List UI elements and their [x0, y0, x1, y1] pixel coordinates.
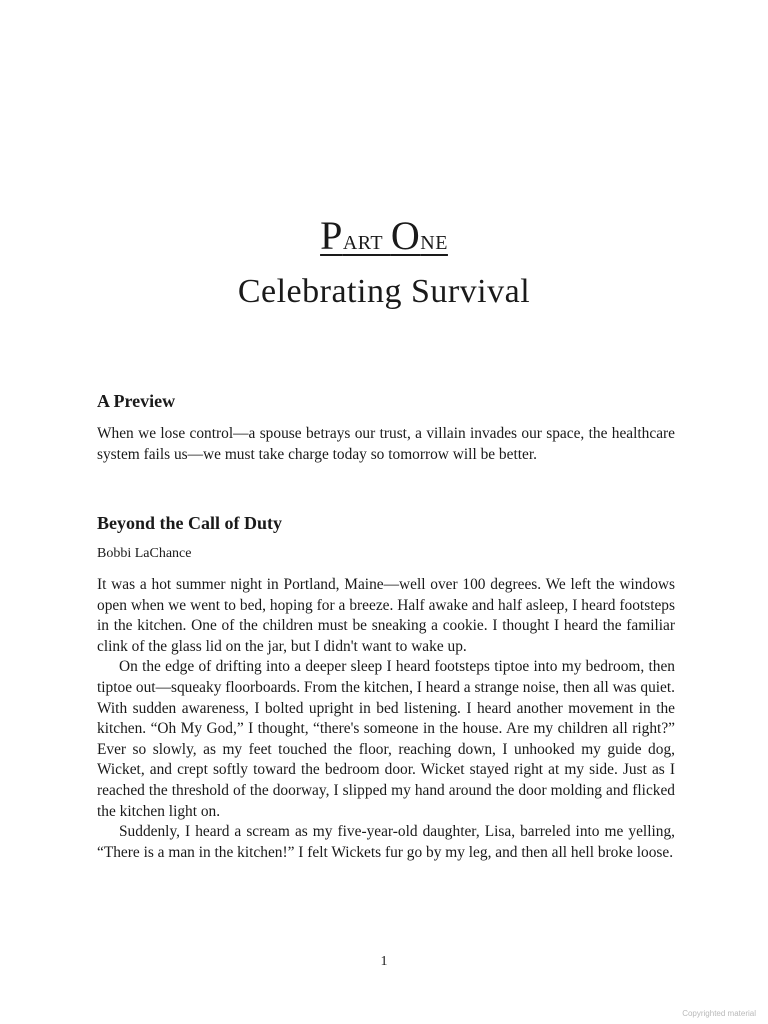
part-label-cap-1: P: [320, 213, 343, 258]
part-label-cap-2: O: [390, 213, 421, 258]
preview-heading: A Preview: [97, 391, 176, 411]
story-paragraph-2: On the edge of drifting into a deeper sleep I heard footsteps tiptoe into my bedroom, then tiptoe out—squeaky floorboards. From the kitchen, I heard a strange noise, then all was quiet. With sudden awareness, I bolted upright in bed listening. I heard another movement in the kitchen. “Oh My God,” I thought, “there's someone in the house. Are my children all right?” Ever so slowly, as my feet touched the floor, reaching down, I unhooked my guide dog, Wicket, and crept softly toward the bedroom door. Wicket stayed right at my side. Just as I reached the threshold of the doorway, I slipped my hand around the door molding and flicked the kitchen light on.: [97, 658, 675, 820]
story-heading: Beyond the Call of Duty: [97, 513, 283, 533]
preview-text-block: [97, 424, 675, 465]
story-text-block: [97, 575, 675, 863]
story-paragraph-1: It was a hot summer night in Portland, Maine—well over 100 degrees. We left the windows open when we went to bed, hoping for a breeze. Half awake and half asleep, I heard footsteps in the kitchen. One of the children must be sneaking a cookie. I thought I heard the familiar clink of the glass lid on the jar, but I didn't want to wake up.: [97, 576, 675, 655]
story-author: Bobbi LaChance: [97, 546, 192, 561]
preview-paragraph: When we lose control—a spouse betrays our trust, a villain invades our space, the healthcare system fails us—we must take charge today so tomorrow will be better.: [97, 425, 675, 463]
copyright-watermark: Copyrighted material: [682, 1009, 756, 1018]
part-label-rest-2: ne: [420, 224, 448, 256]
part-title: Celebrating Survival: [237, 273, 531, 310]
part-label-rest-1: art: [342, 224, 391, 256]
part-heading: [0, 215, 768, 261]
part-label: [320, 215, 448, 261]
story-paragraph-3: Suddenly, I heard a scream as my five-year-old daughter, Lisa, barreled into me yelling, “There is a man in the kitchen!” I felt Wickets fur go by my leg, and then all hell broke loose.: [97, 823, 675, 861]
page-number: 1: [380, 954, 388, 969]
